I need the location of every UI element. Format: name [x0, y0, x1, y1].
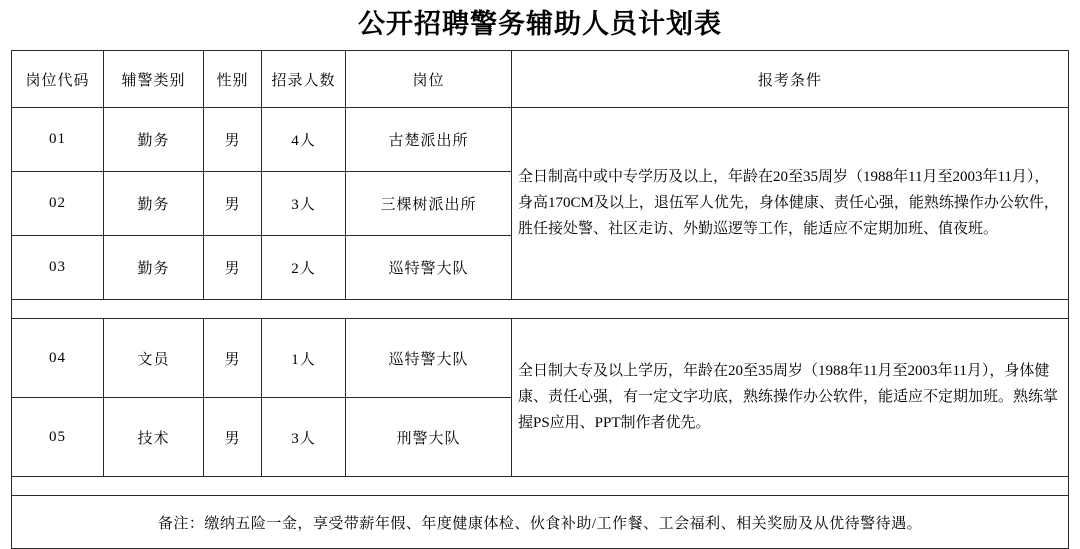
cell-post: 刑警大队 — [346, 398, 512, 477]
cell-code: 03 — [12, 236, 104, 300]
column-header-post: 岗位 — [346, 51, 512, 108]
table-header-row — [12, 51, 1069, 108]
remark-text: 备注：缴纳五险一金，享受带薪年假、年度健康体检、伙食补助/工作餐、工会福利、相关奖励及从优待警待遇。 — [12, 496, 1069, 549]
recruitment-plan-table — [11, 50, 1069, 549]
cell-code: 04 — [12, 319, 104, 398]
cell-category: 勤务 — [104, 108, 204, 172]
column-header-sex: 性别 — [204, 51, 262, 108]
cell-sex: 男 — [204, 319, 262, 398]
cell-count: 3人 — [262, 172, 346, 236]
cell-post: 古楚派出所 — [346, 108, 512, 172]
cell-count: 1人 — [262, 319, 346, 398]
cell-sex: 男 — [204, 108, 262, 172]
cell-post: 三棵树派出所 — [346, 172, 512, 236]
cell-count: 3人 — [262, 398, 346, 477]
table-row — [12, 108, 1069, 172]
cell-count: 4人 — [262, 108, 346, 172]
cell-sex: 男 — [204, 398, 262, 477]
cell-code: 01 — [12, 108, 104, 172]
table-row — [12, 319, 1069, 398]
cell-code: 05 — [12, 398, 104, 477]
cell-category: 勤务 — [104, 236, 204, 300]
column-header-count: 招录人数 — [262, 51, 346, 108]
cell-conditions-clerk-tech: 全日制大专及以上学历，年龄在20至35周岁（1988年11月至2003年11月），身体健康、责任心强，有一定文字功底，熟练操作办公软件，能适应不定期加班。熟练掌握PS应用、PPT制作者优先。 — [512, 319, 1069, 477]
table-group-divider — [12, 300, 1069, 319]
column-header-code: 岗位代码 — [12, 51, 104, 108]
cell-post: 巡特警大队 — [346, 319, 512, 398]
cell-category: 技术 — [104, 398, 204, 477]
table-group-divider — [12, 477, 1069, 496]
cell-code: 02 — [12, 172, 104, 236]
cell-post: 巡特警大队 — [346, 236, 512, 300]
cell-sex: 男 — [204, 172, 262, 236]
column-header-conditions: 报考条件 — [512, 51, 1069, 108]
cell-category: 文员 — [104, 319, 204, 398]
cell-sex: 男 — [204, 236, 262, 300]
column-header-category: 辅警类别 — [104, 51, 204, 108]
cell-conditions-duty: 全日制高中或中专学历及以上，年龄在20至35周岁（1988年11月至2003年11月），身高170CM及以上，退伍军人优先，身体健康、责任心强，能熟练操作办公软件，胜任接处警、社区走访、外勤巡逻等工作，能适应不定期加班、值夜班。 — [512, 108, 1069, 300]
cell-count: 2人 — [262, 236, 346, 300]
cell-category: 勤务 — [104, 172, 204, 236]
page-title: 公开招聘警务辅助人员计划表 — [358, 9, 722, 39]
